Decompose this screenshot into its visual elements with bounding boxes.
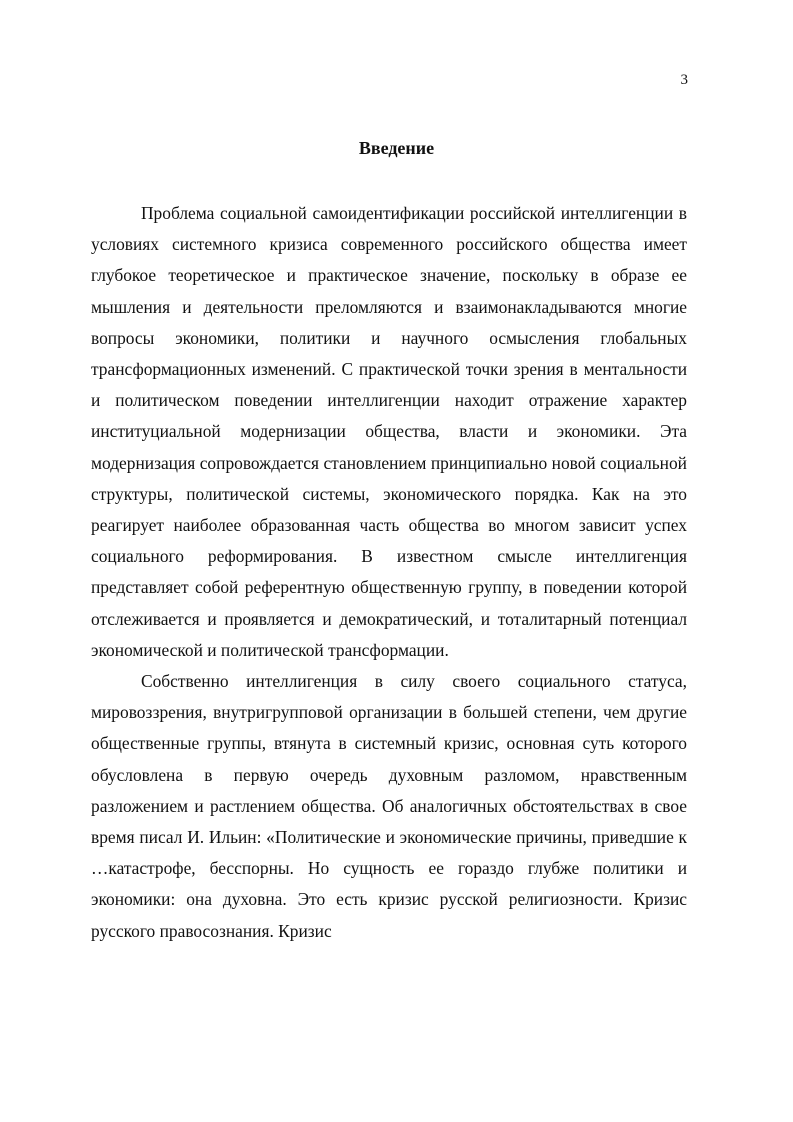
page-number: 3: [680, 72, 688, 88]
paragraph-2: Собственно интеллигенция в силу своего социального статуса, мировоззрения, внутригрупповой организации в большей степени, чем другие общественные группы, втянута в системный кризис, основная суть которого обусловлена в первую очередь духовным разломом, нравственным разложением и растлением общества. Об аналогичных обстоятельствах в свое время писал И. Ильин: «Политические и экономические причины, приведшие к …катастрофе, бесспорны. Но сущность ее гораздо глубже политики и экономики: она духовна. Это есть кризис русской религиозности. Кризис русского правосознания. Кризис: [91, 671, 687, 941]
body-text: [91, 198, 687, 947]
section-heading: Введение: [358, 138, 435, 158]
paragraph-1: Проблема социальной самоидентификации российской интеллигенции в условиях системного кризиса современного российского общества имеет глубокое теоретическое и практическое значение, поскольку в образе ее мышления и деятельности преломляются и взаимонакладываются многие вопросы экономики, политики и научного осмысления глобальных трансформационных изменений. С практической точки зрения в ментальности и политическом поведении интеллигенции находит отражение характер институциальной модернизации общества, власти и экономики. Эта модернизация сопровождается становлением принципиально новой социальной структуры, политической системы, экономического порядка. Как на это реагирует наиболее образованная часть общества во многом зависит успех социального реформирования. В известном смысле интеллигенция представляет собой референтную общественную группу, в поведении которой отслеживается и проявляется и демократический, и тоталитарный потенциал экономической и политической трансформации.: [91, 203, 687, 660]
